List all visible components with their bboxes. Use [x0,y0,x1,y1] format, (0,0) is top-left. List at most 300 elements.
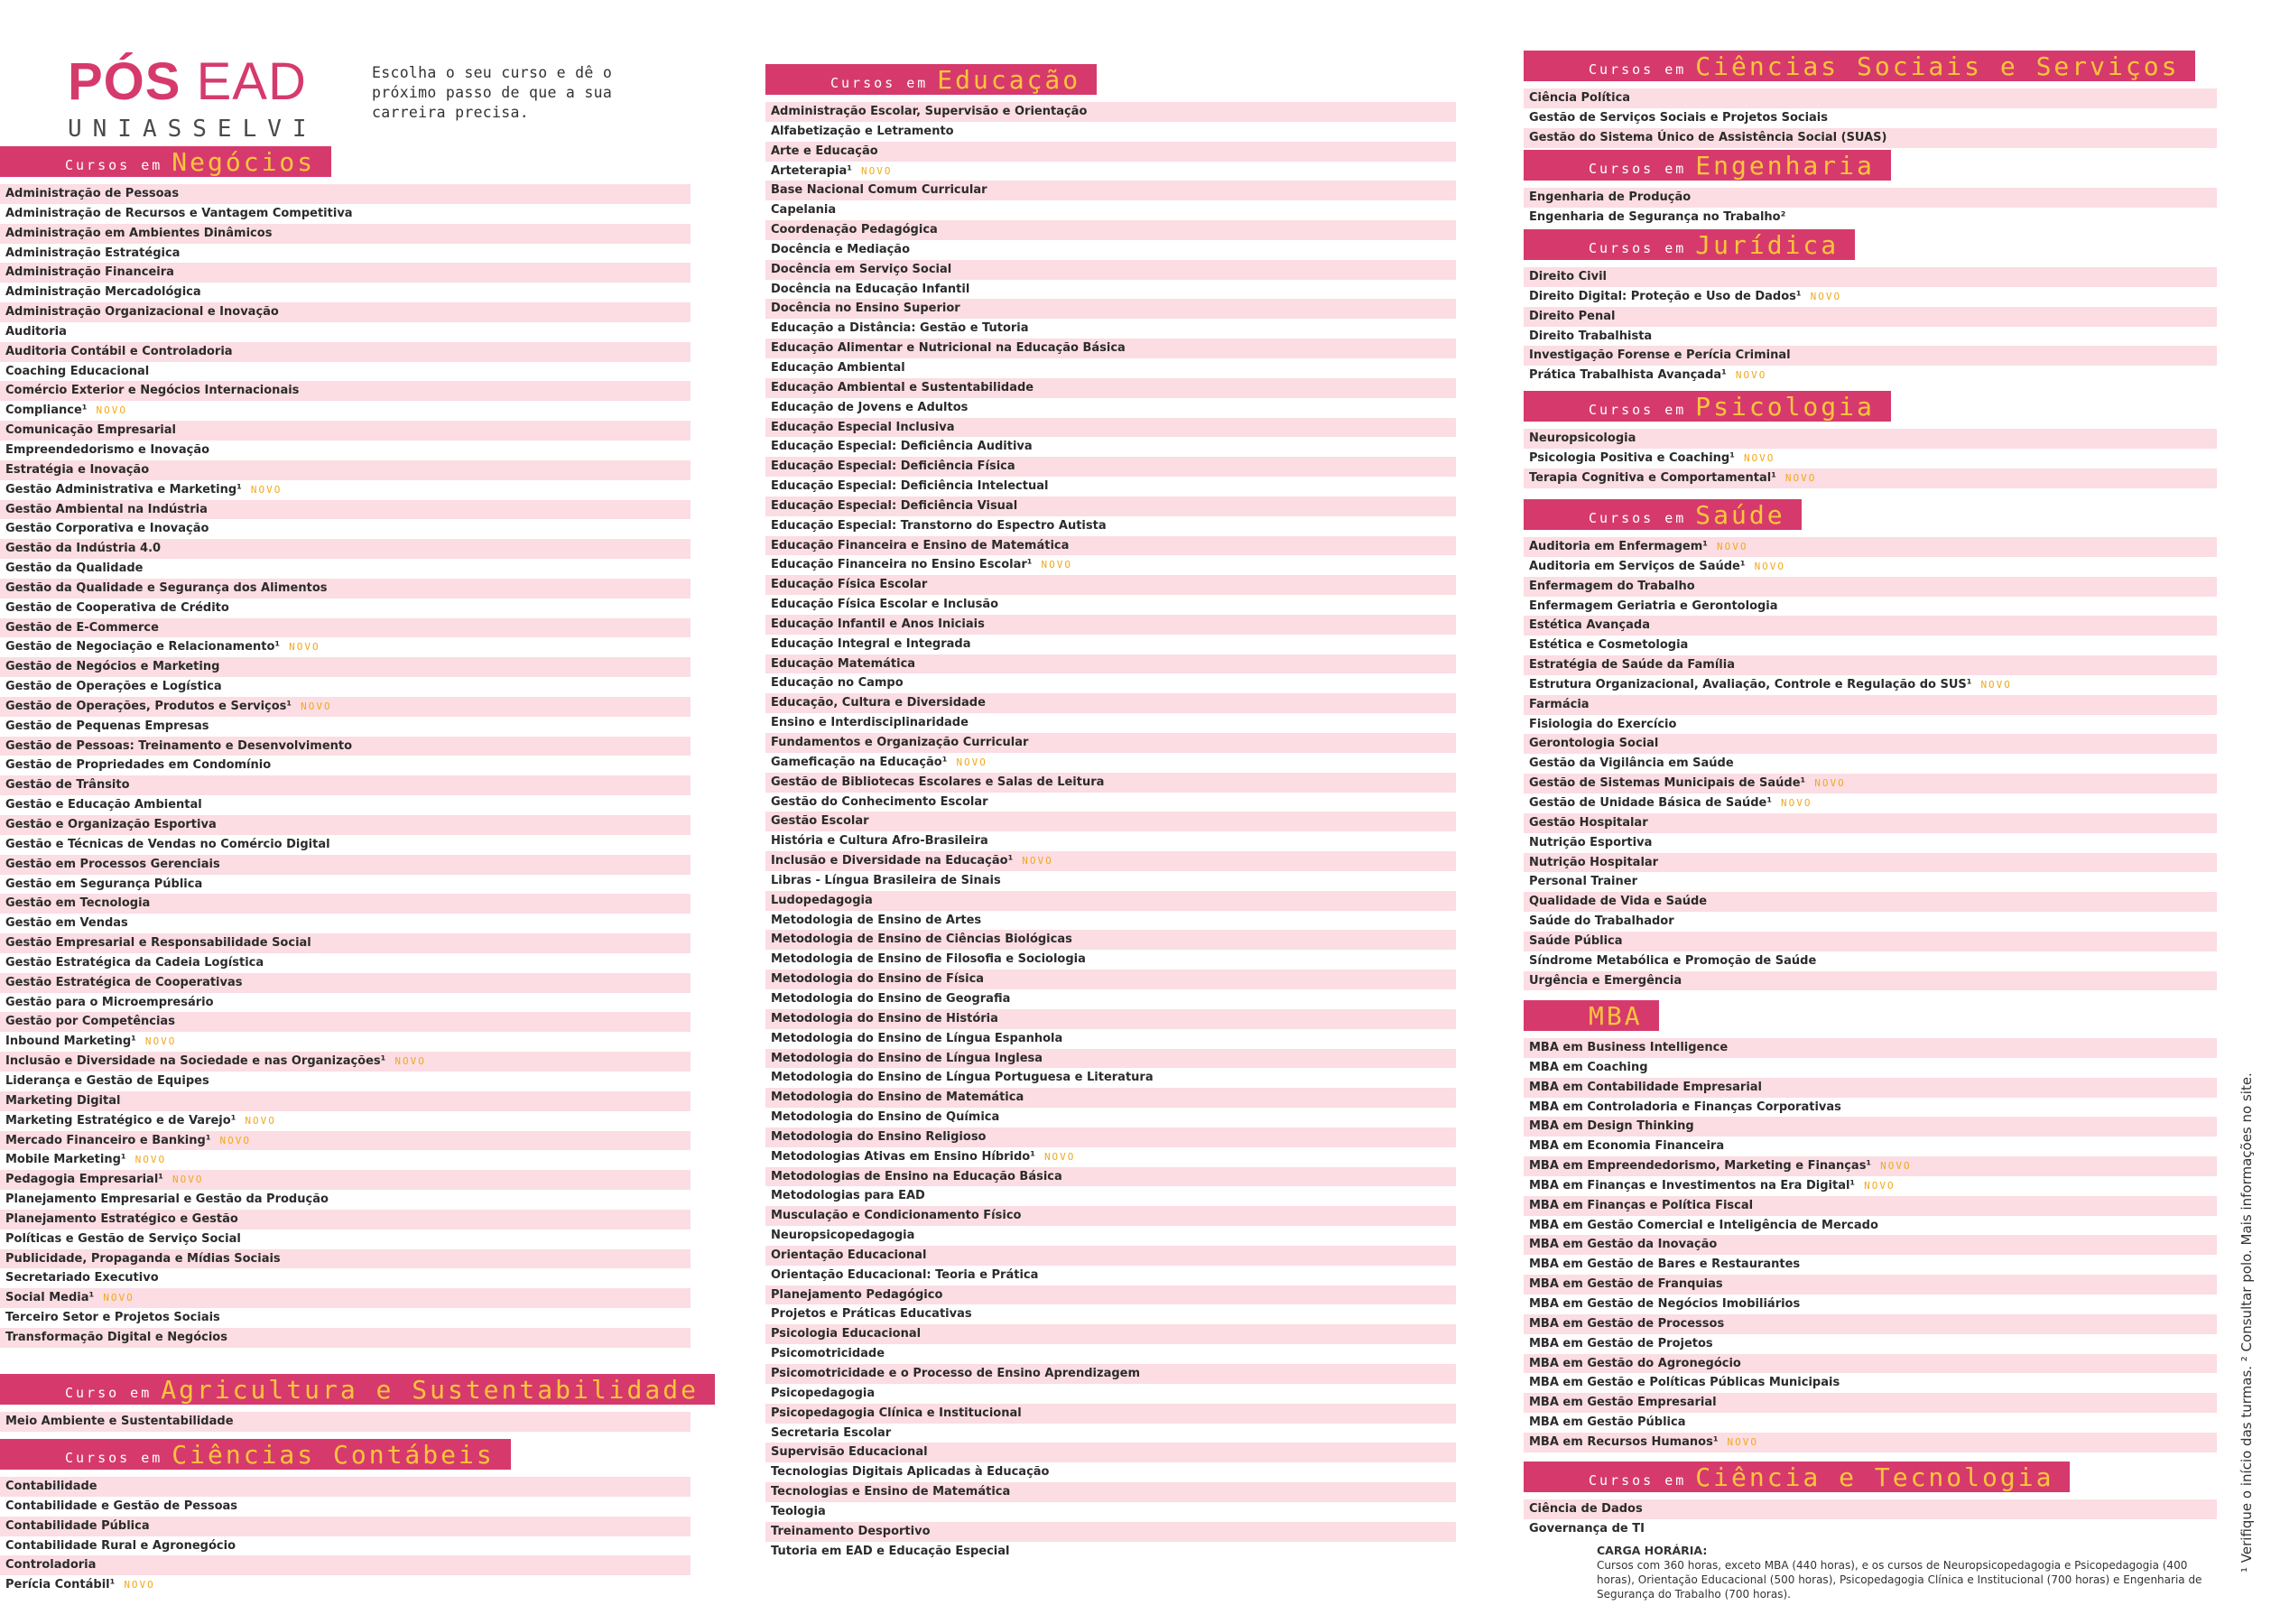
course-item [0,914,691,933]
course-item [765,1266,1456,1285]
course-item [1524,912,2217,932]
novo-badge: NOVO [1880,1160,1912,1173]
course-label: Metodologia do Ensino de História [771,1011,998,1025]
course-label: Auditoria em Serviços de Saúde¹ [1529,559,1746,573]
course-label: Gestão Estratégica de Cooperativas [5,975,243,989]
course-item [1524,1433,2217,1452]
section-prefix: Cursos em [65,1450,163,1466]
course-label: Administração de Pessoas [5,187,180,200]
course-item [1524,1058,2217,1078]
course-item [765,437,1456,457]
course-label: Direito Penal [1529,309,1616,323]
course-label: Educação Ambiental [771,360,905,375]
course-item [0,1308,691,1328]
course-label: Farmácia [1529,697,1590,711]
course-label: Liderança e Gestão de Equipes [5,1073,209,1088]
course-label: Educação Ambiental e Sustentabilidade [771,380,1034,394]
course-label: MBA em Gestão Comercial e Inteligência de Mercado [1529,1218,1878,1232]
course-label: Base Nacional Comum Curricular [771,183,987,198]
section-title: MBA [1589,1001,1643,1031]
course-label: Gestão de Pessoas: Treinamento e Desenvolvimento [5,738,353,753]
course-item [765,1049,1456,1069]
course-label: Políticas e Gestão de Serviço Social [5,1231,241,1246]
course-item [0,441,691,460]
carga-text: Cursos com 360 horas, exceto MBA (440 horas), e os cursos de Neuropsicopedagogia e Psicopedagogia (400 horas), Orientação Educacional (500 horas), Psicopedagogia Clínica e Institucional (700 horas) e Engenharia de Segurança do Trabalho (700 horas). [1597,1559,2202,1601]
novo-badge: NOVO [124,1579,155,1592]
course-item [1524,449,2217,469]
novo-badge: NOVO [1022,855,1053,868]
course-item [1524,793,2217,813]
course-item [765,1206,1456,1226]
course-label: Gestão de Pequenas Empresas [5,719,209,733]
course-label: Gameficação na Educação¹ [771,755,948,769]
course-item [765,1285,1456,1305]
course-label: Psicologia Educacional [771,1327,922,1341]
course-label: Projetos e Práticas Educativas [771,1307,972,1322]
course-item [0,519,691,539]
course-label: MBA em Gestão da Inovação [1529,1238,1718,1252]
course-item [1524,813,2217,833]
course-label: Gestão de Sistemas Municipais de Saúde¹ [1529,776,1806,791]
course-item [1524,1216,2217,1236]
course-label: Contabilidade e Gestão de Pessoas [5,1499,238,1513]
course-label: Administração Financeira [5,265,174,280]
course-label: Libras - Língua Brasileira de Sinais [771,873,1001,887]
novo-badge: NOVO [250,483,283,496]
course-item [765,339,1456,358]
course-label: História e Cultura Afro-Brasileira [771,834,988,849]
course-label: Gestão e Organização Esportiva [5,818,217,831]
course-item [765,240,1456,260]
course-item [765,1068,1456,1088]
course-item [765,358,1456,378]
course-item [0,677,691,697]
course-item [1524,971,2217,991]
course-item [1524,597,2217,617]
course-item [1524,88,2217,108]
course-label: MBA em Gestão de Bares e Restaurantes [1529,1257,1801,1272]
course-item [0,815,691,835]
novo-badge: NOVO [1043,1150,1076,1163]
course-label: Metodologias de Ensino na Educação Básica [771,1169,1062,1183]
course-item [1524,655,2217,675]
course-label: Gestão da Vigilância em Saúde [1529,756,1734,771]
course-label: Gestão de Bibliotecas Escolares e Salas de Leitura [771,775,1105,789]
course-list [1524,267,2217,385]
course-label: Perícia Contábil¹ [5,1578,116,1592]
course-item [0,1575,691,1595]
novo-badge: NOVO [956,756,987,768]
course-item [0,1190,691,1210]
course-item [0,1111,691,1131]
novo-badge: NOVO [1864,1179,1896,1192]
course-label: Gestão em Processos Gerenciais [5,857,220,871]
section-ciencia-tecnologia [1524,1462,2217,1539]
course-item [765,536,1456,556]
course-label: Educação Especial: Deficiência Visual [771,498,1018,513]
course-label: Estética Avançada [1529,618,1650,633]
course-label: Administração Mercadológica [5,285,201,300]
course-item [1524,1275,2217,1295]
course-label: Metodologia de Ensino de Ciências Biológicas [771,933,1072,947]
course-item [765,1443,1456,1462]
novo-badge: NOVO [860,164,893,177]
course-label: Administração em Ambientes Dinâmicos [5,226,273,240]
section-header [1524,499,1802,530]
course-label: Gerontologia Social [1529,737,1659,751]
course-item [0,263,691,283]
course-item [1524,675,2217,695]
course-label: Ensino e Interdisciplinaridade [771,716,969,730]
course-item [0,637,691,657]
course-label: Engenharia de Segurança no Trabalho² [1529,209,1786,224]
course-item [1524,1499,2217,1519]
section-title: Ciências Contábeis [171,1440,495,1470]
logo-wordmark [68,52,318,111]
course-label: Gestão de Negócios e Marketing [5,660,220,674]
section-header [1524,391,1891,422]
course-label: MBA em Gestão Empresarial [1529,1396,1717,1410]
course-item [765,615,1456,635]
course-item [0,618,691,638]
course-label: Supervisão Educacional [771,1445,928,1460]
course-item [1524,695,2217,715]
section-header [0,1374,715,1405]
course-label: Educação, Cultura e Diversidade [771,696,986,710]
section-prefix: Cursos em [1589,402,1687,418]
course-item [765,299,1456,319]
section-ciencias-contabeis [0,1439,691,1595]
course-item [0,795,691,815]
course-item [765,1304,1456,1324]
course-item [1524,577,2217,597]
course-item [1524,1334,2217,1354]
course-item [0,1230,691,1249]
course-item [0,401,691,421]
course-label: Gestão para o Microempresário [5,995,214,1009]
course-item [1524,327,2217,347]
course-label: Comércio Exterior e Negócios Internacionais [5,384,300,398]
logo-pos: PÓS [68,52,181,111]
course-item [1524,537,2217,557]
course-item [765,1226,1456,1246]
course-label: Auditoria Contábil e Controladoria [5,344,233,358]
course-item [765,733,1456,753]
course-item [765,989,1456,1009]
course-item [765,181,1456,200]
course-label: Metodologias para EAD [771,1189,925,1203]
course-item [0,1150,691,1170]
course-label: Educação Especial Inclusiva [771,420,955,434]
course-item [765,418,1456,438]
course-item [765,1384,1456,1404]
course-label: Inclusão e Diversidade na Educação¹ [771,854,1014,868]
course-label: Gestão Hospitalar [1529,815,1648,830]
course-label: MBA em Recursos Humanos¹ [1529,1434,1719,1449]
course-item [765,1167,1456,1187]
novo-badge: NOVO [301,700,332,712]
course-label: MBA em Contabilidade Empresarial [1529,1080,1763,1094]
course-label: Terceiro Setor e Projetos Sociais [5,1311,220,1325]
course-label: Direito Civil [1529,270,1607,283]
course-item [765,1088,1456,1108]
novo-badge: NOVO [96,404,127,417]
course-label: Educação de Jovens e Adultos [771,400,969,414]
course-label: Educação no Campo [771,676,904,691]
course-item [765,812,1456,831]
course-label: Gestão da Qualidade e Segurança dos Alimentos [5,580,328,595]
course-label: Fisiologia do Exercício [1529,717,1677,731]
brand-logo [68,52,318,143]
course-label: Ludopedagogia [771,893,873,907]
course-label: Contabilidade Pública [5,1518,150,1533]
course-item [0,204,691,224]
course-label: Enfermagem Geriatria e Gerontologia [1529,599,1778,613]
course-item [1524,636,2217,655]
course-item [1524,1078,2217,1098]
course-item [765,753,1456,773]
course-label: Musculação e Condicionamento Físico [771,1209,1022,1223]
course-item [1524,853,2217,873]
course-label: Gestão de Operações, Produtos e Serviços¹ [5,699,292,713]
novo-badge: NOVO [1727,1435,1759,1448]
course-item [765,635,1456,654]
course-item [765,102,1456,122]
course-item [765,713,1456,733]
course-item [0,1412,691,1432]
section-title: Negócios [171,147,316,177]
course-item [765,200,1456,220]
course-label: MBA em Gestão do Agronegócio [1529,1356,1741,1370]
course-item [1524,1235,2217,1255]
course-item [0,1536,691,1556]
course-label: Mercado Financeiro e Banking¹ [5,1133,211,1147]
course-label: Social Media¹ [5,1291,95,1305]
course-label: Metodologia do Ensino Religioso [771,1129,987,1144]
course-label: Alfabetização e Letramento [771,124,954,138]
course-label: Gestão Administrativa e Marketing¹ [5,482,242,496]
course-item [765,793,1456,812]
course-label: Compliance¹ [5,404,88,418]
course-label: MBA em Finanças e Investimentos na Era Digital¹ [1529,1178,1856,1192]
novo-badge: NOVO [1980,678,2012,691]
course-item [0,283,691,302]
course-item [0,1170,691,1190]
course-label: Comunicação Empresarial [5,423,176,438]
course-label: Saúde do Trabalhador [1529,914,1674,929]
course-label: Educação Alimentar e Nutricional na Educação Básica [771,341,1126,356]
course-label: Educação Especial: Deficiência Auditiva [771,440,1033,454]
course-label: Educação Especial: Deficiência Física [771,459,1015,474]
course-item [765,1344,1456,1364]
course-item [1524,208,2217,227]
course-label: Administração de Recursos e Vantagem Competitiva [5,206,353,220]
section-educacao [765,64,1456,1561]
course-label: Prática Trabalhista Avançada¹ [1529,368,1727,383]
course-item [1524,734,2217,754]
course-item [0,1091,691,1111]
novo-badge: NOVO [1781,796,1812,809]
course-label: Controladoria [5,1558,97,1573]
carga-title: CARGA HORÁRIA: [1597,1544,1708,1557]
course-item [765,1364,1456,1384]
course-label: Investigação Forense e Perícia Criminal [1529,348,1791,363]
course-label: Educação Financeira no Ensino Escolar¹ [771,558,1033,572]
section-prefix: Cursos em [1589,240,1687,256]
course-item [765,555,1456,575]
course-item [765,1424,1456,1443]
course-item [765,516,1456,536]
course-label: MBA em Finanças e Política Fiscal [1529,1198,1754,1212]
course-label: Neuropsicopedagogia [771,1229,915,1243]
course-label: Auditoria [5,324,67,339]
course-item [1524,1255,2217,1275]
course-label: MBA em Gestão de Processos [1529,1316,1725,1331]
section-ciencias-sociais [1524,51,2217,148]
course-item [0,894,691,914]
course-label: Educação Especial: Transtorno do Espectro Autista [771,518,1107,533]
course-item [765,1482,1456,1502]
course-label: Qualidade de Vida e Saúde [1529,895,1708,909]
novo-badge: NOVO [1754,560,1786,572]
course-label: Empreendedorismo e Inovação [5,442,210,457]
course-list [1524,429,2217,488]
course-label: Nutrição Esportiva [1529,835,1653,849]
course-label: Gestão Escolar [771,814,869,829]
course-item [765,1147,1456,1167]
course-item [0,342,691,362]
course-item [0,953,691,973]
course-item [0,1012,691,1032]
course-item [765,1029,1456,1049]
course-item [0,717,691,737]
course-label: Educação Física Escolar [771,578,928,592]
course-item [0,993,691,1013]
course-item [0,460,691,480]
course-item [765,575,1456,595]
section-header [0,1439,511,1470]
section-mba [1524,1000,2217,1452]
course-label: Gestão Corporativa e Inovação [5,522,209,536]
course-label: Psicologia Positiva e Coaching¹ [1529,450,1735,465]
course-item [0,775,691,795]
course-item [1524,1314,2217,1334]
novo-badge: NOVO [1784,471,1817,484]
course-label: Estratégia e Inovação [5,462,150,477]
course-item [0,322,691,342]
novo-badge: NOVO [103,1292,134,1304]
course-label: Metodologia do Ensino de Matemática [771,1090,1024,1105]
course-item [765,1128,1456,1147]
footnote: ¹ Verifique o início das turmas. ² Consultar polo. Mais informações no site. [2239,1072,2255,1573]
course-label: Gestão Ambiental na Indústria [5,502,208,516]
course-label: Metodologia de Ensino de Filosofia e Sociologia [771,952,1086,967]
course-label: Docência e Mediação [771,242,911,256]
novo-badge: NOVO [289,641,320,654]
section-prefix: Curso em [65,1385,153,1401]
course-item [765,970,1456,989]
course-label: Treinamento Desportivo [771,1524,931,1538]
course-label: Educação Física Escolar e Inclusão [771,598,999,612]
course-label: Metodologia de Ensino de Artes [771,913,982,927]
course-label: Gestão da Qualidade [5,561,144,576]
course-item [765,1542,1456,1562]
course-label: Metodologia do Ensino de Língua Espanhola [771,1031,1063,1045]
course-item [765,378,1456,398]
section-title: Agricultura e Sustentabilidade [161,1375,699,1405]
course-item [1524,872,2217,892]
course-label: Auditoria em Enfermagem¹ [1529,540,1708,553]
course-label: MBA em Gestão de Projetos [1529,1336,1713,1350]
course-item [1524,1519,2217,1539]
course-list [1524,537,2217,990]
course-label: Gestão por Competências [5,1015,175,1029]
course-label: Metodologia do Ensino de Geografia [771,991,1011,1006]
course-item [765,319,1456,339]
course-item [0,1210,691,1230]
section-header [0,146,331,177]
course-label: Psicopedagogia [771,1386,876,1400]
course-item [0,1072,691,1091]
course-label: Gestão de Serviços Sociais e Projetos Sociais [1529,110,1829,125]
course-item [0,362,691,382]
course-item [765,891,1456,911]
course-label: Capelania [771,203,837,218]
course-item [1524,188,2217,208]
course-item [1524,307,2217,327]
course-label: Gestão do Sistema Único de Assistência Social (SUAS) [1529,130,1887,144]
course-label: Gestão em Vendas [5,916,128,931]
course-item [765,1324,1456,1344]
course-item [0,1497,691,1517]
section-title: Saúde [1695,500,1785,530]
course-item [765,162,1456,181]
course-label: MBA em Gestão e Políticas Públicas Municipais [1529,1376,1840,1390]
course-label: Governança de TI [1529,1521,1645,1536]
course-item [1524,108,2217,128]
course-item [0,1032,691,1052]
logo-subtitle: UNIASSELVI [68,116,318,143]
course-label: Gestão de Propriedades em Condomínio [5,758,272,773]
course-item [765,773,1456,793]
course-label: Urgência e Emergência [1529,973,1682,988]
course-item [0,697,691,717]
course-item [1524,754,2217,774]
novo-badge: NOVO [144,1035,177,1048]
course-item [1524,346,2217,366]
section-prefix: Cursos em [1589,61,1687,78]
course-label: Psicopedagogia Clínica e Institucional [771,1406,1022,1420]
course-item [765,831,1456,851]
section-title: Ciências Sociais e Serviços [1695,51,2180,81]
course-item [0,1517,691,1536]
course-label: Enfermagem do Trabalho [1529,579,1695,593]
course-item [0,302,691,322]
course-label: MBA em Gestão de Negócios Imobiliários [1529,1296,1801,1311]
course-item [765,477,1456,496]
course-label: Gestão do Conhecimento Escolar [771,794,988,809]
course-item [765,220,1456,240]
course-label: Planejamento Empresarial e Gestão da Produção [5,1192,329,1207]
course-label: Mobile Marketing¹ [5,1153,126,1167]
course-label: Gestão de E-Commerce [5,620,159,635]
course-item [765,595,1456,615]
course-item [765,693,1456,713]
course-item [1524,715,2217,735]
course-label: Planejamento Estratégico e Gestão [5,1211,238,1226]
course-label: Coordenação Pedagógica [771,223,938,237]
course-label: Publicidade, Propaganda e Mídias Sociais [5,1251,281,1266]
